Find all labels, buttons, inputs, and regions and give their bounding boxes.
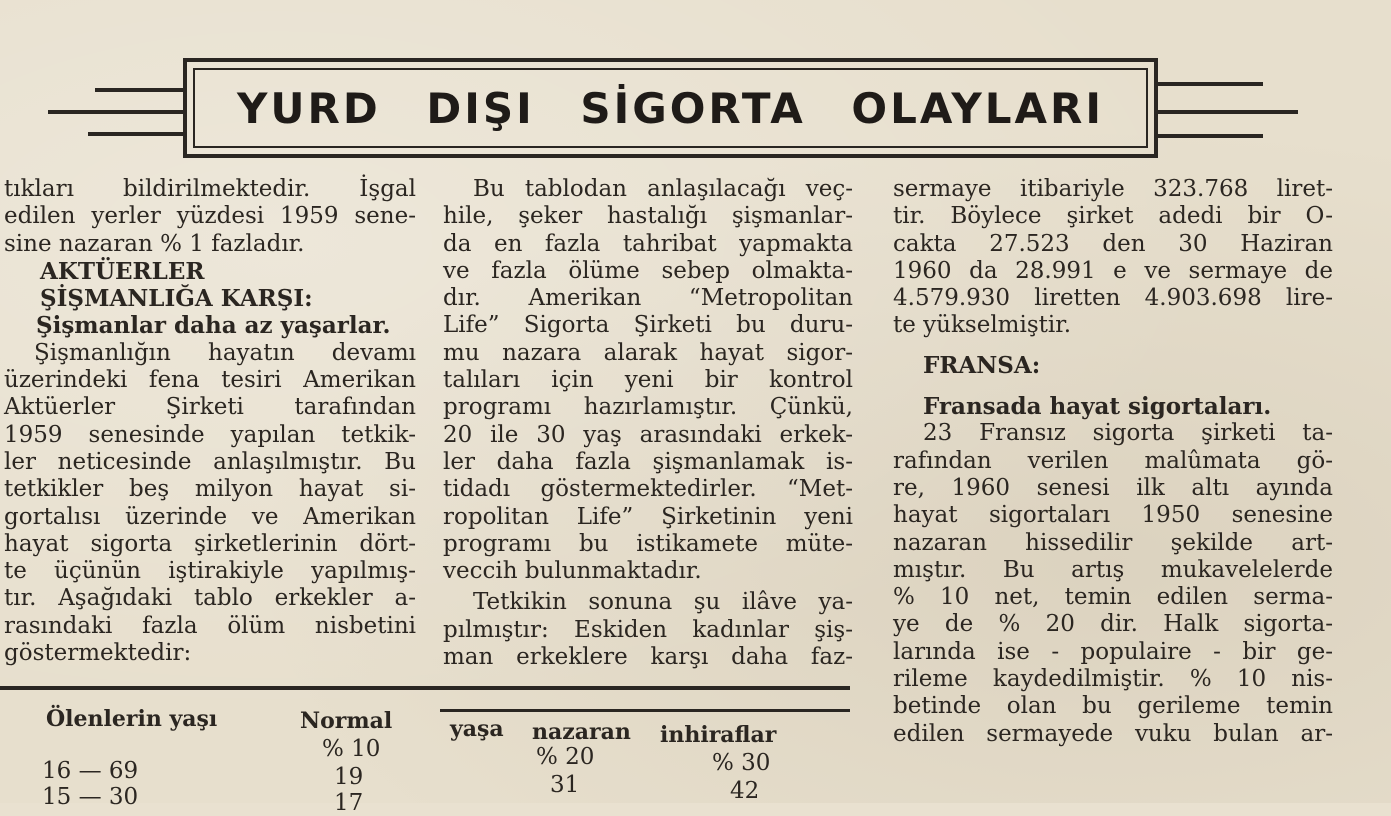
text-line: programı hazırlamıştır. Çünkü, bbox=[443, 394, 853, 421]
text-line: ler neticesinde anlaşılmıştır. Bu bbox=[4, 448, 416, 475]
text-line: te yükselmiştir. bbox=[893, 312, 1072, 339]
text-line: tıkları bildirilmektedir. İşgal bbox=[4, 176, 416, 202]
page-title: YURD DIŞI SİGORTA OLAYLARI bbox=[237, 83, 1104, 133]
text-line: da en fazla tahribat yapmakta bbox=[443, 230, 853, 257]
header-rule-left-1 bbox=[95, 88, 183, 92]
table-header-yasa: yaşa bbox=[450, 716, 504, 742]
text-line: üzerindeki fena tesiri Amerikan bbox=[4, 367, 416, 394]
text-line: göstermektedir: bbox=[4, 640, 192, 667]
text-line: rasındaki fazla ölüm nisbetini bbox=[4, 612, 416, 639]
text-line: mu nazara alarak hayat sigor- bbox=[443, 339, 853, 366]
text-line: Tetkikin sonuna şu ilâve ya- bbox=[473, 589, 853, 616]
header-rule-left-3 bbox=[88, 132, 183, 136]
text-line: tetkikler beş milyon hayat si- bbox=[4, 476, 416, 503]
text-line: 23 Fransız sigorta şirketi ta- bbox=[923, 420, 1333, 447]
table-row-value: 19 bbox=[334, 764, 364, 790]
text-line: % 10 net, temin edilen serma- bbox=[893, 584, 1333, 611]
text-line: betinde olan bu gerileme temin bbox=[893, 693, 1333, 720]
text-line: man erkeklere karşı daha faz- bbox=[443, 644, 853, 671]
text-line: Bu tablodan anlaşılacağı veç- bbox=[473, 176, 853, 202]
text-line: tidadı göstermektedirler. “Met- bbox=[443, 476, 853, 503]
section-subheading: Fransada hayat sigortaları. bbox=[923, 393, 1272, 421]
section-heading: ŞİŞMANLIĞA KARŞI: bbox=[40, 285, 313, 313]
header-rule-right-2 bbox=[1158, 110, 1298, 114]
table-row-value: 17 bbox=[334, 790, 364, 816]
text-line: larında ise - populaire - bir ge- bbox=[893, 638, 1333, 665]
section-heading: FRANSA: bbox=[923, 351, 1041, 379]
table-row-value: 31 bbox=[550, 772, 580, 798]
column-1 bbox=[4, 176, 416, 667]
header-box bbox=[183, 58, 1158, 158]
text-line: edilen yerler yüzdesi 1959 sene- bbox=[4, 203, 416, 230]
text-line: ye de % 20 dir. Halk sigorta- bbox=[893, 611, 1333, 638]
column-2 bbox=[443, 176, 853, 671]
text-line: hayat sigortaları 1950 senesine bbox=[893, 502, 1333, 529]
column-3 bbox=[893, 176, 1333, 748]
text-line: sine nazaran % 1 fazladır. bbox=[4, 230, 305, 257]
text-line: edilen sermayede vuku bulan ar- bbox=[893, 720, 1333, 747]
text-line: 1960 da 28.991 e ve sermaye de bbox=[893, 257, 1333, 284]
text-line: ler daha fazla şişmanlamak is- bbox=[443, 448, 853, 475]
spacer bbox=[893, 340, 1333, 352]
spacer bbox=[893, 379, 1333, 393]
section-subheading: Şişmanlar daha az yaşarlar. bbox=[36, 312, 391, 340]
table-row-age: 15 — 30 bbox=[42, 784, 139, 810]
header-rule-left-2 bbox=[48, 110, 183, 114]
table-cell-percent: % 20 bbox=[536, 744, 595, 770]
text-line: Aktüerler Şirketi tarafından bbox=[4, 394, 416, 421]
text-line: ropolitan Life” Şirketinin yeni bbox=[443, 503, 853, 530]
text-line: rafından verilen malûmata gö- bbox=[893, 447, 1333, 474]
text-line: rileme kaydedilmiştir. % 10 nis- bbox=[893, 666, 1333, 693]
text-line: mıştır. Bu artış mukavelelerde bbox=[893, 556, 1333, 583]
text-line: talıları için yeni bir kontrol bbox=[443, 367, 853, 394]
text-line: 4.579.930 liretten 4.903.698 lire- bbox=[893, 285, 1333, 312]
text-line: Şişmanlığın hayatın devamı bbox=[34, 339, 416, 366]
text-line: veccih bulunmaktadır. bbox=[443, 558, 702, 585]
text-line: dır. Amerikan “Metropolitan bbox=[443, 285, 853, 312]
table-cell-percent: % 30 bbox=[712, 750, 771, 776]
section-heading: AKTÜERLER bbox=[40, 257, 205, 285]
table-top-rule-2 bbox=[440, 709, 850, 712]
text-line: gortalısı üzerinde ve Amerikan bbox=[4, 503, 416, 530]
table-cell-percent: % 10 bbox=[322, 736, 381, 762]
text-line: nazaran hissedilir şekilde art- bbox=[893, 529, 1333, 556]
text-line: tır. Aşağıdaki tablo erkekler a- bbox=[4, 585, 416, 612]
text-line: sermaye itibariyle 323.768 liret- bbox=[893, 176, 1333, 202]
text-line: re, 1960 senesi ilk altı ayında bbox=[893, 474, 1333, 501]
table-row-age: 16 — 69 bbox=[42, 758, 139, 784]
table-header-age: Ölenlerin yaşı bbox=[46, 706, 218, 732]
table-row-value: 42 bbox=[730, 778, 760, 804]
table-header-inhiraflar: inhiraflar bbox=[660, 722, 777, 748]
header-rule-right-3 bbox=[1158, 134, 1263, 138]
text-line: 20 ile 30 yaş arasındaki erkek- bbox=[443, 421, 853, 448]
text-line: Life” Sigorta Şirketi bu duru- bbox=[443, 312, 853, 339]
table-header-nazaran: nazaran bbox=[532, 719, 631, 745]
text-line: cakta 27.523 den 30 Haziran bbox=[893, 230, 1333, 257]
text-line: 1959 senesinde yapılan tetkik- bbox=[4, 421, 416, 448]
text-line: hayat sigorta şirketlerinin dört- bbox=[4, 530, 416, 557]
text-line: pılmıştır: Eskiden kadınlar şiş- bbox=[443, 616, 853, 643]
text-line: te üçünün iştirakiyle yapılmış- bbox=[4, 558, 416, 585]
table-top-rule bbox=[0, 686, 850, 690]
text-line: hile, şeker hastalığı şişmanlar- bbox=[443, 203, 853, 230]
text-line: ve fazla ölüme sebep olmakta- bbox=[443, 257, 853, 284]
text-line: programı bu istikamete müte- bbox=[443, 530, 853, 557]
header-rule-right-1 bbox=[1158, 82, 1263, 86]
table-header-normal: Normal bbox=[300, 708, 393, 734]
text-line: tir. Böylece şirket adedi bir O- bbox=[893, 203, 1333, 230]
